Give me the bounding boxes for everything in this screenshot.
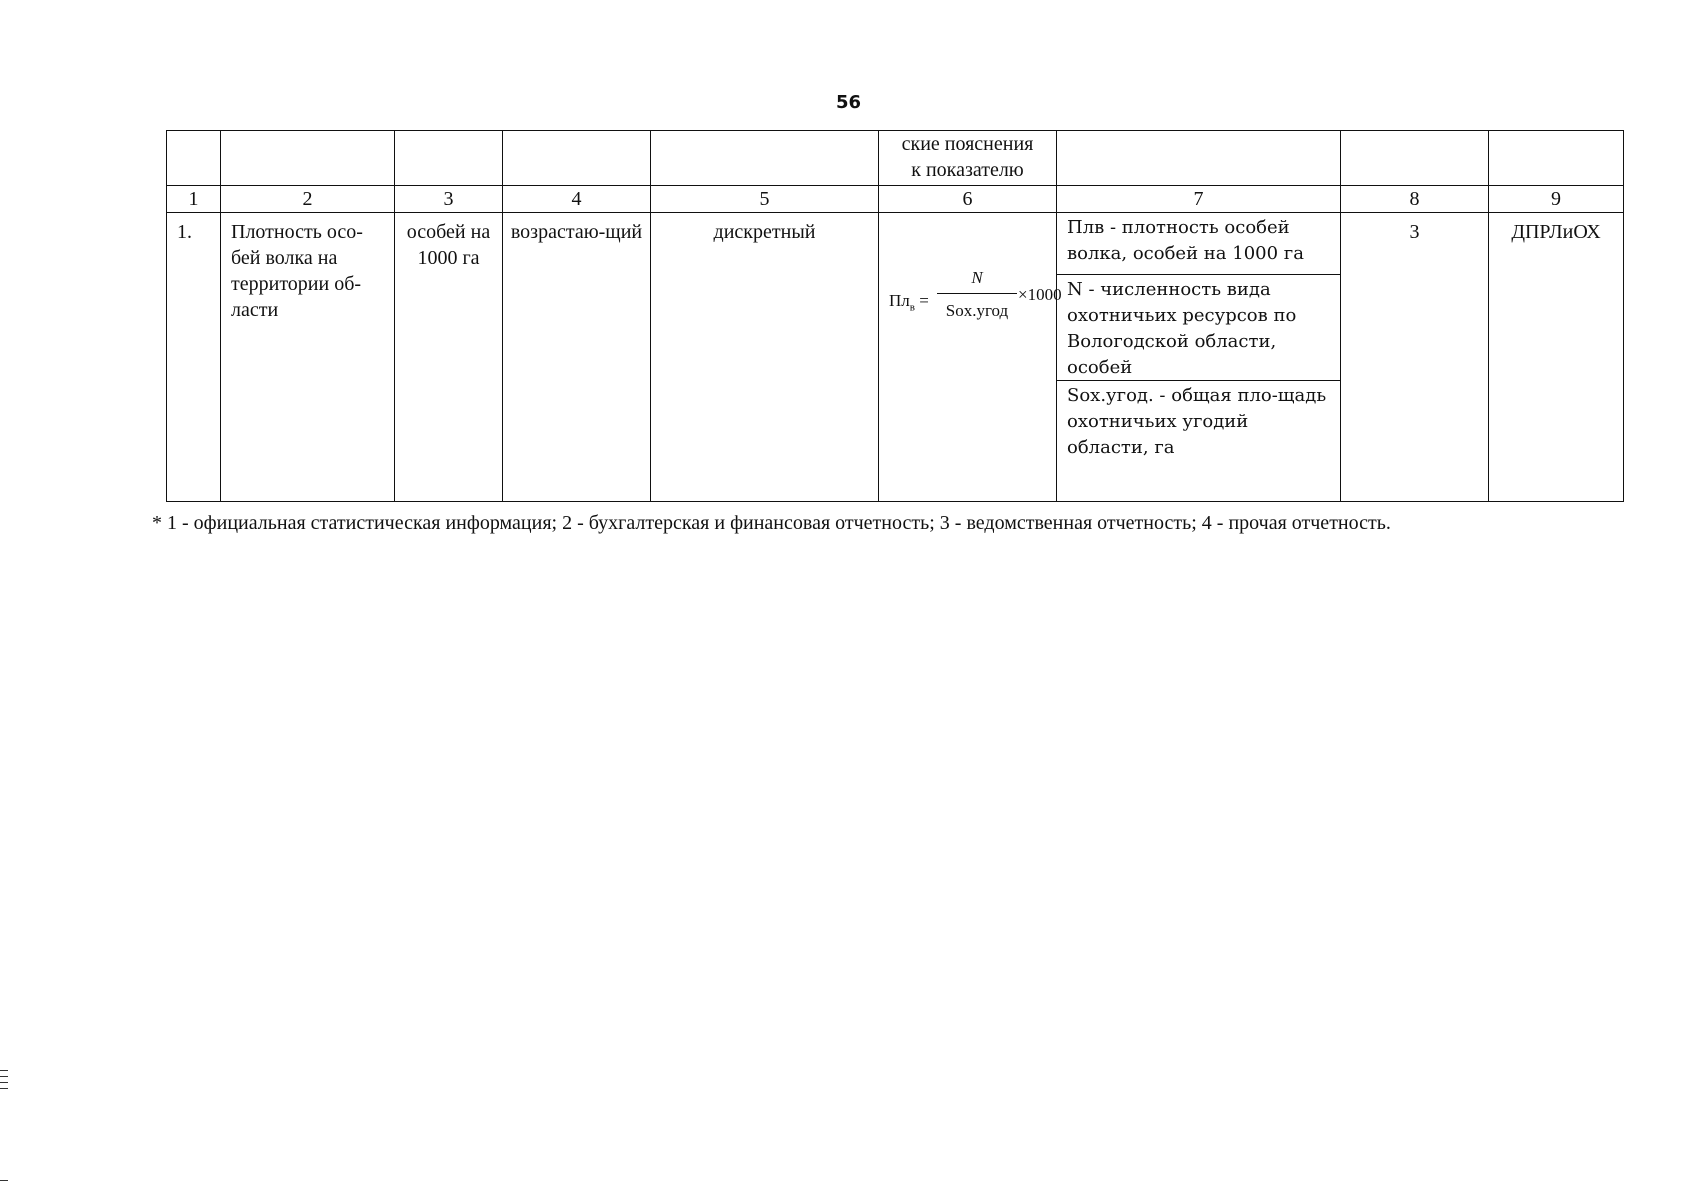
row-number: 1. <box>167 213 221 502</box>
footnote: * 1 - официальная статистическая информация; 2 - бухгалтерская и финансовая отчетность; 3 - ведомственная отчетность; 4 - прочая отчетность. <box>152 512 1391 534</box>
formula-lhs <box>889 288 929 320</box>
indicator-table <box>166 130 1624 502</box>
page-number: 56 <box>835 92 862 113</box>
header-cell-2 <box>221 131 395 186</box>
explanation-density: Плв - плотность особей волка, особей на 1000 га <box>1057 213 1340 275</box>
indicator-trend: возрастаю-щий <box>503 213 651 502</box>
explanations-cell <box>1057 213 1341 502</box>
column-number: 9 <box>1489 186 1624 213</box>
column-number: 4 <box>503 186 651 213</box>
formula-lhs-symbol: Пл <box>889 291 910 310</box>
column-number: 2 <box>221 186 395 213</box>
formula-equals: = <box>919 291 929 310</box>
column-number: 6 <box>879 186 1057 213</box>
formula-numerator: N <box>971 268 983 287</box>
column-number: 3 <box>395 186 503 213</box>
table-row <box>167 213 1624 502</box>
column-number: 7 <box>1057 186 1341 213</box>
formula-multiplier: ×1000 <box>1018 285 1062 304</box>
header-cell-5 <box>651 131 879 186</box>
explanation-count: N - численность вида охотничьих ресурсов по Вологодской области, особей <box>1057 275 1340 381</box>
header-cell-7 <box>1057 131 1341 186</box>
column-number: 5 <box>651 186 879 213</box>
indicator-type: дискретный <box>651 213 879 502</box>
column-number: 1 <box>167 186 221 213</box>
source-code: 3 <box>1341 213 1489 502</box>
header-cell-1 <box>167 131 221 186</box>
header-cell-3 <box>395 131 503 186</box>
formula-cell <box>879 213 1062 502</box>
header-fragment-line-1: ские пояснения <box>901 133 1034 155</box>
fraction-bar <box>937 293 1017 294</box>
indicator-unit: особей на 1000 га <box>395 213 503 502</box>
formula-denominator: Sox.угод <box>945 301 1009 320</box>
header-fragment-line-2: к показателю <box>911 159 1024 181</box>
column-number-row <box>167 186 1624 213</box>
explanation-area: Sox.угод. - общая пло-щадь охотничьих угодий области, га <box>1067 385 1327 458</box>
density-formula <box>887 263 1062 333</box>
header-cell-4 <box>503 131 651 186</box>
header-cell-9 <box>1489 131 1624 186</box>
table-header-row <box>167 131 1624 186</box>
formula-lhs-subscript: в <box>909 301 915 314</box>
header-cell-6 <box>879 131 1057 186</box>
column-number: 8 <box>1341 186 1489 213</box>
header-cell-8 <box>1341 131 1489 186</box>
responsible-body: ДПРЛиОХ <box>1489 213 1624 502</box>
margin-scan-marks <box>0 1070 10 1094</box>
indicator-name: Плотность осо-бей волка на территории об-ласти <box>221 213 395 502</box>
